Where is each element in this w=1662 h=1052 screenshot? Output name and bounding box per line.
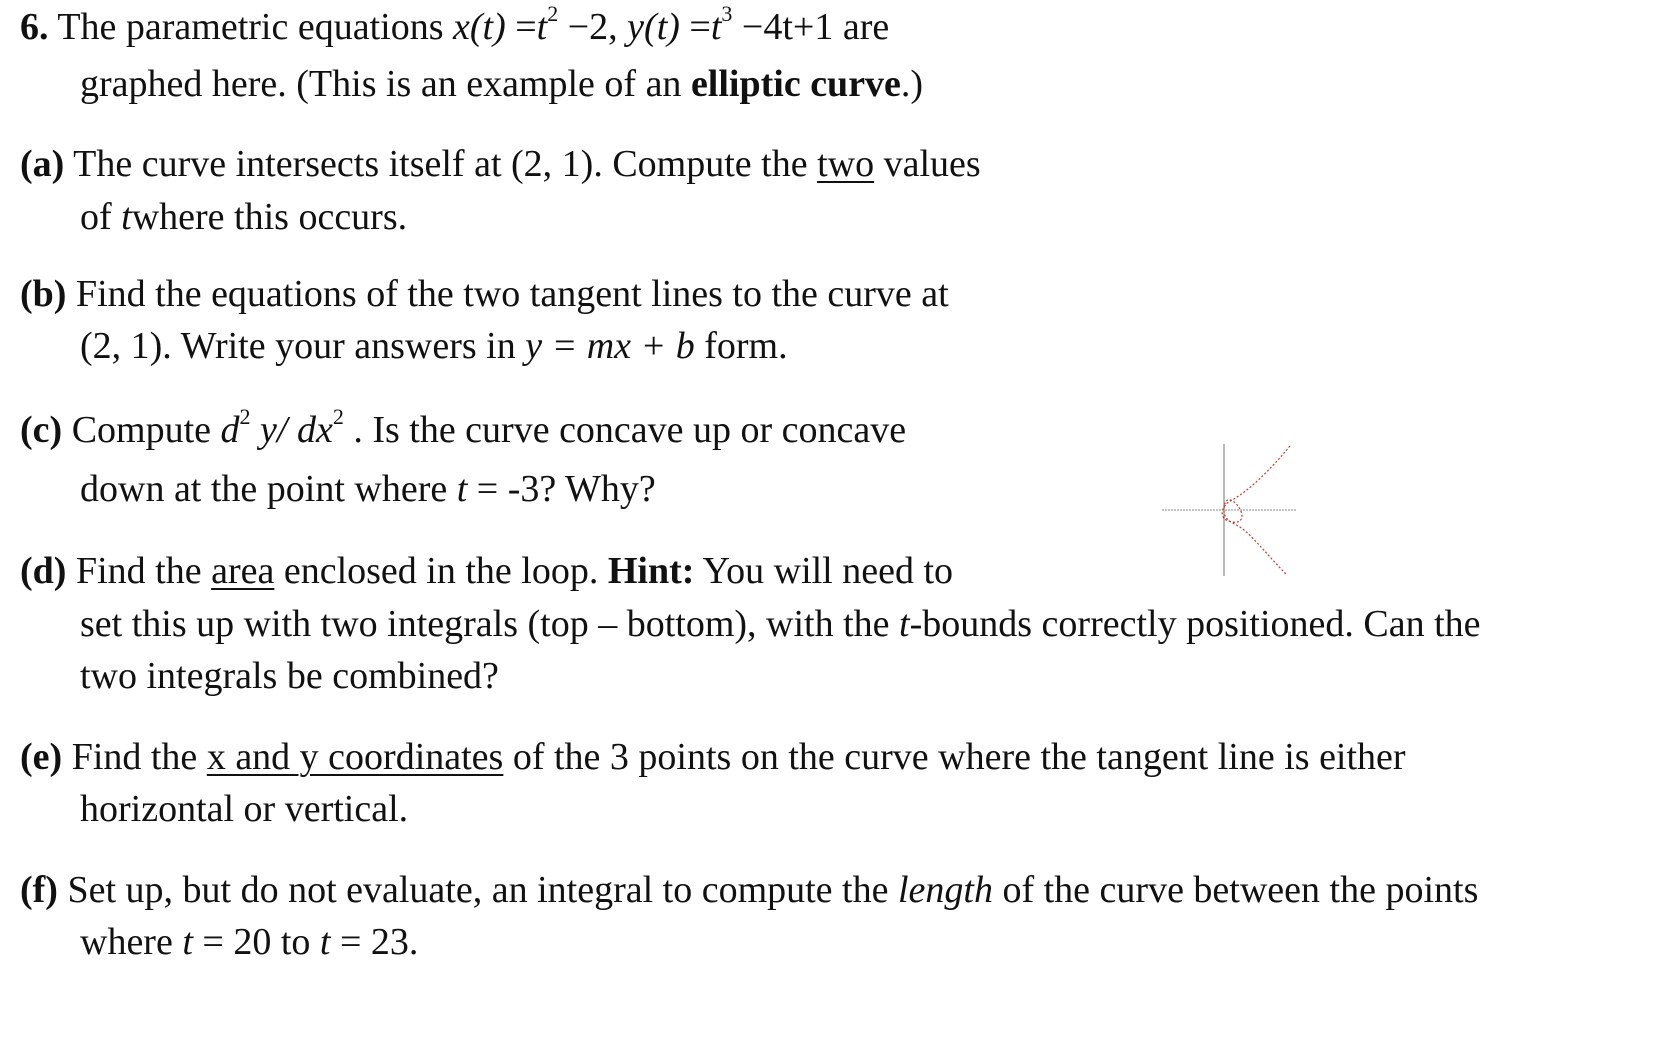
y-tail: −4t+1 [741, 6, 834, 48]
part-b-line-1 [20, 272, 949, 316]
part-f-label: (f) [20, 869, 58, 911]
part-c-why: = -3? Why? [476, 468, 656, 510]
part-e-line-2 [80, 787, 408, 831]
part-d-line-3 [80, 654, 499, 698]
derivative-d: d [220, 409, 240, 451]
length-italic: length [897, 869, 993, 911]
y-function: y(t) [627, 6, 680, 48]
line-form: y = mx + b [525, 325, 695, 367]
exponent: 2 [547, 1, 559, 26]
part-d-text-3: two integrals be combined? [80, 655, 499, 697]
equals-sign: = [515, 6, 537, 48]
part-a-line-2 [80, 195, 407, 239]
t-variable: t [182, 921, 193, 963]
elliptic-curve-term: elliptic curve [690, 63, 901, 105]
exponent: 3 [721, 1, 733, 26]
part-e-find: Find the [71, 736, 198, 778]
t-variable: t [319, 921, 331, 963]
part-c-line-2 [80, 467, 656, 511]
part-f-end: = 23. [339, 921, 419, 963]
part-e-text: of the 3 points on the curve where the tangent line is either [512, 736, 1406, 778]
t-variable: t [710, 6, 722, 48]
intro-text-end: are [842, 6, 890, 48]
part-a-text-end: values [883, 143, 981, 185]
part-f-range: = 20 to [202, 921, 311, 963]
part-a-text: The curve intersects itself at (2, 1). Compute the [73, 143, 808, 185]
part-c-compute: Compute [71, 409, 212, 451]
part-d-text: enclosed in the loop. [283, 550, 599, 592]
t-variable: t [899, 603, 910, 645]
x-function: x(t) [453, 6, 506, 48]
part-e-text-2: horizontal or vertical. [80, 788, 409, 830]
part-a-where: where this occurs. [131, 196, 408, 238]
part-b-form: form. [704, 325, 788, 367]
x-tail: −2, [567, 6, 618, 48]
intro-text: The parametric equations [57, 6, 444, 48]
equals-sign: = [689, 6, 711, 48]
closing-paren: .) [900, 63, 924, 105]
problem-statement-line-1 [20, 1, 890, 49]
coordinates-underlined: x and y coordinates [206, 736, 504, 778]
hint-label: Hint: [607, 550, 695, 592]
part-a-of: of [80, 196, 112, 238]
part-b-line-2 [80, 324, 788, 368]
part-f-text: Set up, but do not evaluate, an integral to compute the [67, 869, 889, 911]
area-underlined: area [211, 550, 275, 592]
problem-number: 6. [20, 6, 49, 48]
problem-statement-line-2 [80, 62, 923, 106]
part-d-text-2: set this up with two integrals (top – bottom), with the [80, 603, 890, 645]
intro-line-2: graphed here. (This is an example of an [80, 63, 682, 105]
part-a-label: (a) [20, 143, 65, 185]
part-b-label: (b) [20, 273, 67, 315]
t-variable: t [536, 6, 548, 48]
exponent: 2 [332, 404, 344, 429]
part-e-line-1 [20, 735, 1406, 779]
part-c-line-1 [20, 404, 907, 452]
part-b-text: Find the equations of the two tangent lines to the curve at [75, 273, 949, 315]
part-f-line-2 [80, 920, 418, 964]
part-f-line-1 [20, 868, 1478, 912]
two-underlined: two [817, 143, 875, 185]
curve-graph [1160, 440, 1300, 580]
part-c-label: (c) [20, 409, 63, 451]
part-d-line-1 [20, 549, 953, 593]
part-f-where: where [80, 921, 173, 963]
derivative-y-dx: y/ dx [260, 409, 333, 451]
part-d-bounds: -bounds correctly positioned. Can the [909, 603, 1481, 645]
part-a-line-1 [20, 142, 981, 186]
t-variable: t [456, 468, 468, 510]
part-c-text: . Is the curve concave up or concave [353, 409, 907, 451]
part-d-hint-text: You will need to [702, 550, 954, 592]
t-variable: t [121, 196, 132, 238]
part-c-text-2: down at the point where [80, 468, 448, 510]
part-e-label: (e) [20, 736, 63, 778]
part-b-text-2: (2, 1). Write your answers in [80, 325, 516, 367]
part-f-text-end: of the curve between the points [1002, 869, 1479, 911]
exponent: 2 [239, 404, 251, 429]
part-d-find: Find the [75, 550, 202, 592]
part-d-line-2 [80, 602, 1481, 646]
part-d-label: (d) [20, 550, 67, 592]
